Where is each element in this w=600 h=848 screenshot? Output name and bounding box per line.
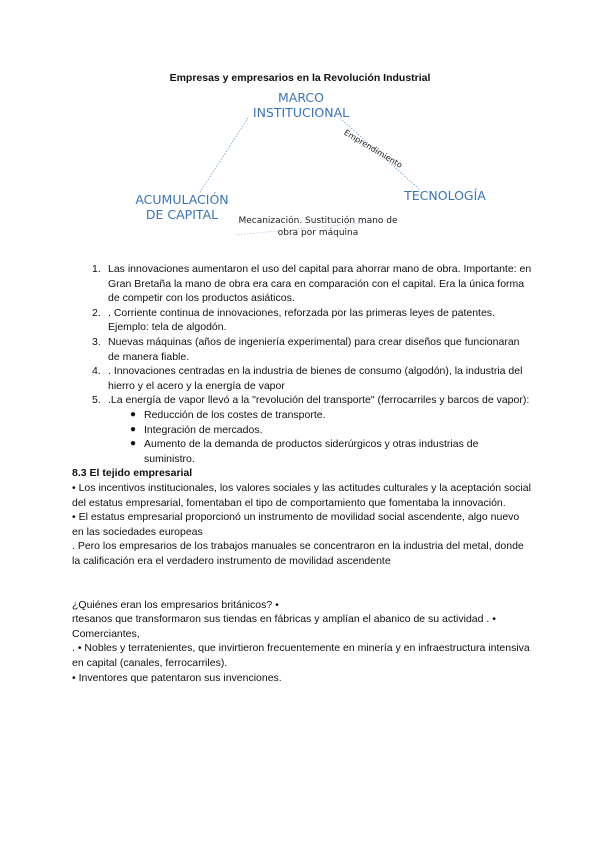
bullet-item <box>72 408 532 423</box>
paragraph-artesanos: rtesanos que transformaron sus tiendas en fábricas y amplían el abanico de su actividad . • Comerciantes, <box>72 613 496 640</box>
item-number: 5. <box>92 394 101 407</box>
numbered-item <box>72 393 532 408</box>
bullet-text: Integración de mercados. <box>144 423 263 436</box>
numbered-item <box>72 306 532 335</box>
bullet-list <box>72 408 532 466</box>
section-heading: 8.3 El tejido empresarial <box>72 467 193 480</box>
item-number: 4. <box>92 365 101 378</box>
acumulacion-capital-label <box>130 192 234 222</box>
item-number: 3. <box>92 335 101 348</box>
paragraph-inventores: • Inventores que patentaron sus invenciones. <box>72 671 282 684</box>
bullet-item <box>72 423 532 438</box>
question-line: ¿Quiénes eran los empresarios británicos? • <box>72 598 279 611</box>
left-label-line2: DE CAPITAL <box>145 207 219 222</box>
paragraph-incentivos: • Los incentivos institucionales, los valores sociales y las actitudes culturales y la aceptación social del estatus empresarial, fomentaban el tipo de comportamiento que fomentaba la innovación. <box>72 481 531 509</box>
item-number: 1. <box>92 263 101 275</box>
bottom-label-line2: obra por máquina <box>277 228 359 238</box>
numbered-item <box>72 262 532 306</box>
paragraph-estatus: • El estatus empresarial proporcionó un instrumento de movilidad social ascendente, algo nuevo en las sociedades europeas <box>72 511 520 538</box>
bullet-icon: ● <box>130 423 137 435</box>
bullet-item <box>72 437 532 466</box>
top-label-line1: MARCO <box>278 90 324 105</box>
paragraph-nobles: . • Nobles y terratenientes, que invirtieron frecuentemente en minería y en infraestructura intensiva en capital (canales, ferrocarriles). <box>72 642 530 670</box>
top-label-line2: INSTITUCIONAL <box>252 105 350 120</box>
emprendimiento-label: Emprendimiento <box>342 128 404 170</box>
spacer <box>72 568 532 583</box>
item-text: .La energía de vapor llevó a la "revolución del transporte" (ferrocarriles y barcos de vapor): <box>108 394 530 407</box>
numbered-item <box>72 364 532 393</box>
bullet-icon: ● <box>130 408 137 420</box>
paragraph-trabajos-manuales: . Pero los empresarios de los trabajos manuales se concentraron en la industria del metal, donde la calificación era el verdadero instrumento de movilidad ascendente <box>72 540 524 567</box>
bottom-label-line1: Mecanización. Sustitución mano de <box>238 216 398 226</box>
diagram <box>0 80 600 250</box>
left-edge-line <box>200 118 248 192</box>
numbered-list <box>72 262 532 408</box>
item-text: . Innovaciones centradas en la industria de bienes de consumo (algodón), la industria del hierro y el acero y la energía de vapor <box>108 365 523 392</box>
bullet-text: Reducción de los costes de transporte. <box>144 408 326 421</box>
item-text: . Corriente continua de innovaciones, reforzada por las primeras leyes de patentes. Ejemplo: tela de algodón. <box>108 306 495 334</box>
item-text: Las innovaciones aumentaron el uso del capital para ahorrar mano de obra. Importante: en Gran Bretaña la mano de obra era cara en comparación con el capital. Era la única forma de competir con los productos asiáticos. <box>108 263 532 305</box>
tecnologia-label: TECNOLOGÍA <box>404 188 486 203</box>
document-title: Empresas y empresarios en la Revolución Industrial <box>169 72 431 84</box>
item-number: 2. <box>92 306 101 319</box>
bullet-text: Aumento de la demanda de productos siderúrgicos y otras industrias de suministro. <box>144 438 479 465</box>
numbered-item <box>72 335 532 364</box>
marco-institucional-label <box>246 90 356 120</box>
bullet-icon: ● <box>130 438 137 450</box>
item-text: Nuevas máquinas (años de ingeniería experimental) para crear diseños que funcionaran de manera fiable. <box>108 335 520 363</box>
mecanizacion-label <box>236 215 400 239</box>
spacer <box>72 583 532 598</box>
document-body <box>72 262 532 685</box>
left-label-line1: ACUMULACIÓN <box>135 192 229 207</box>
